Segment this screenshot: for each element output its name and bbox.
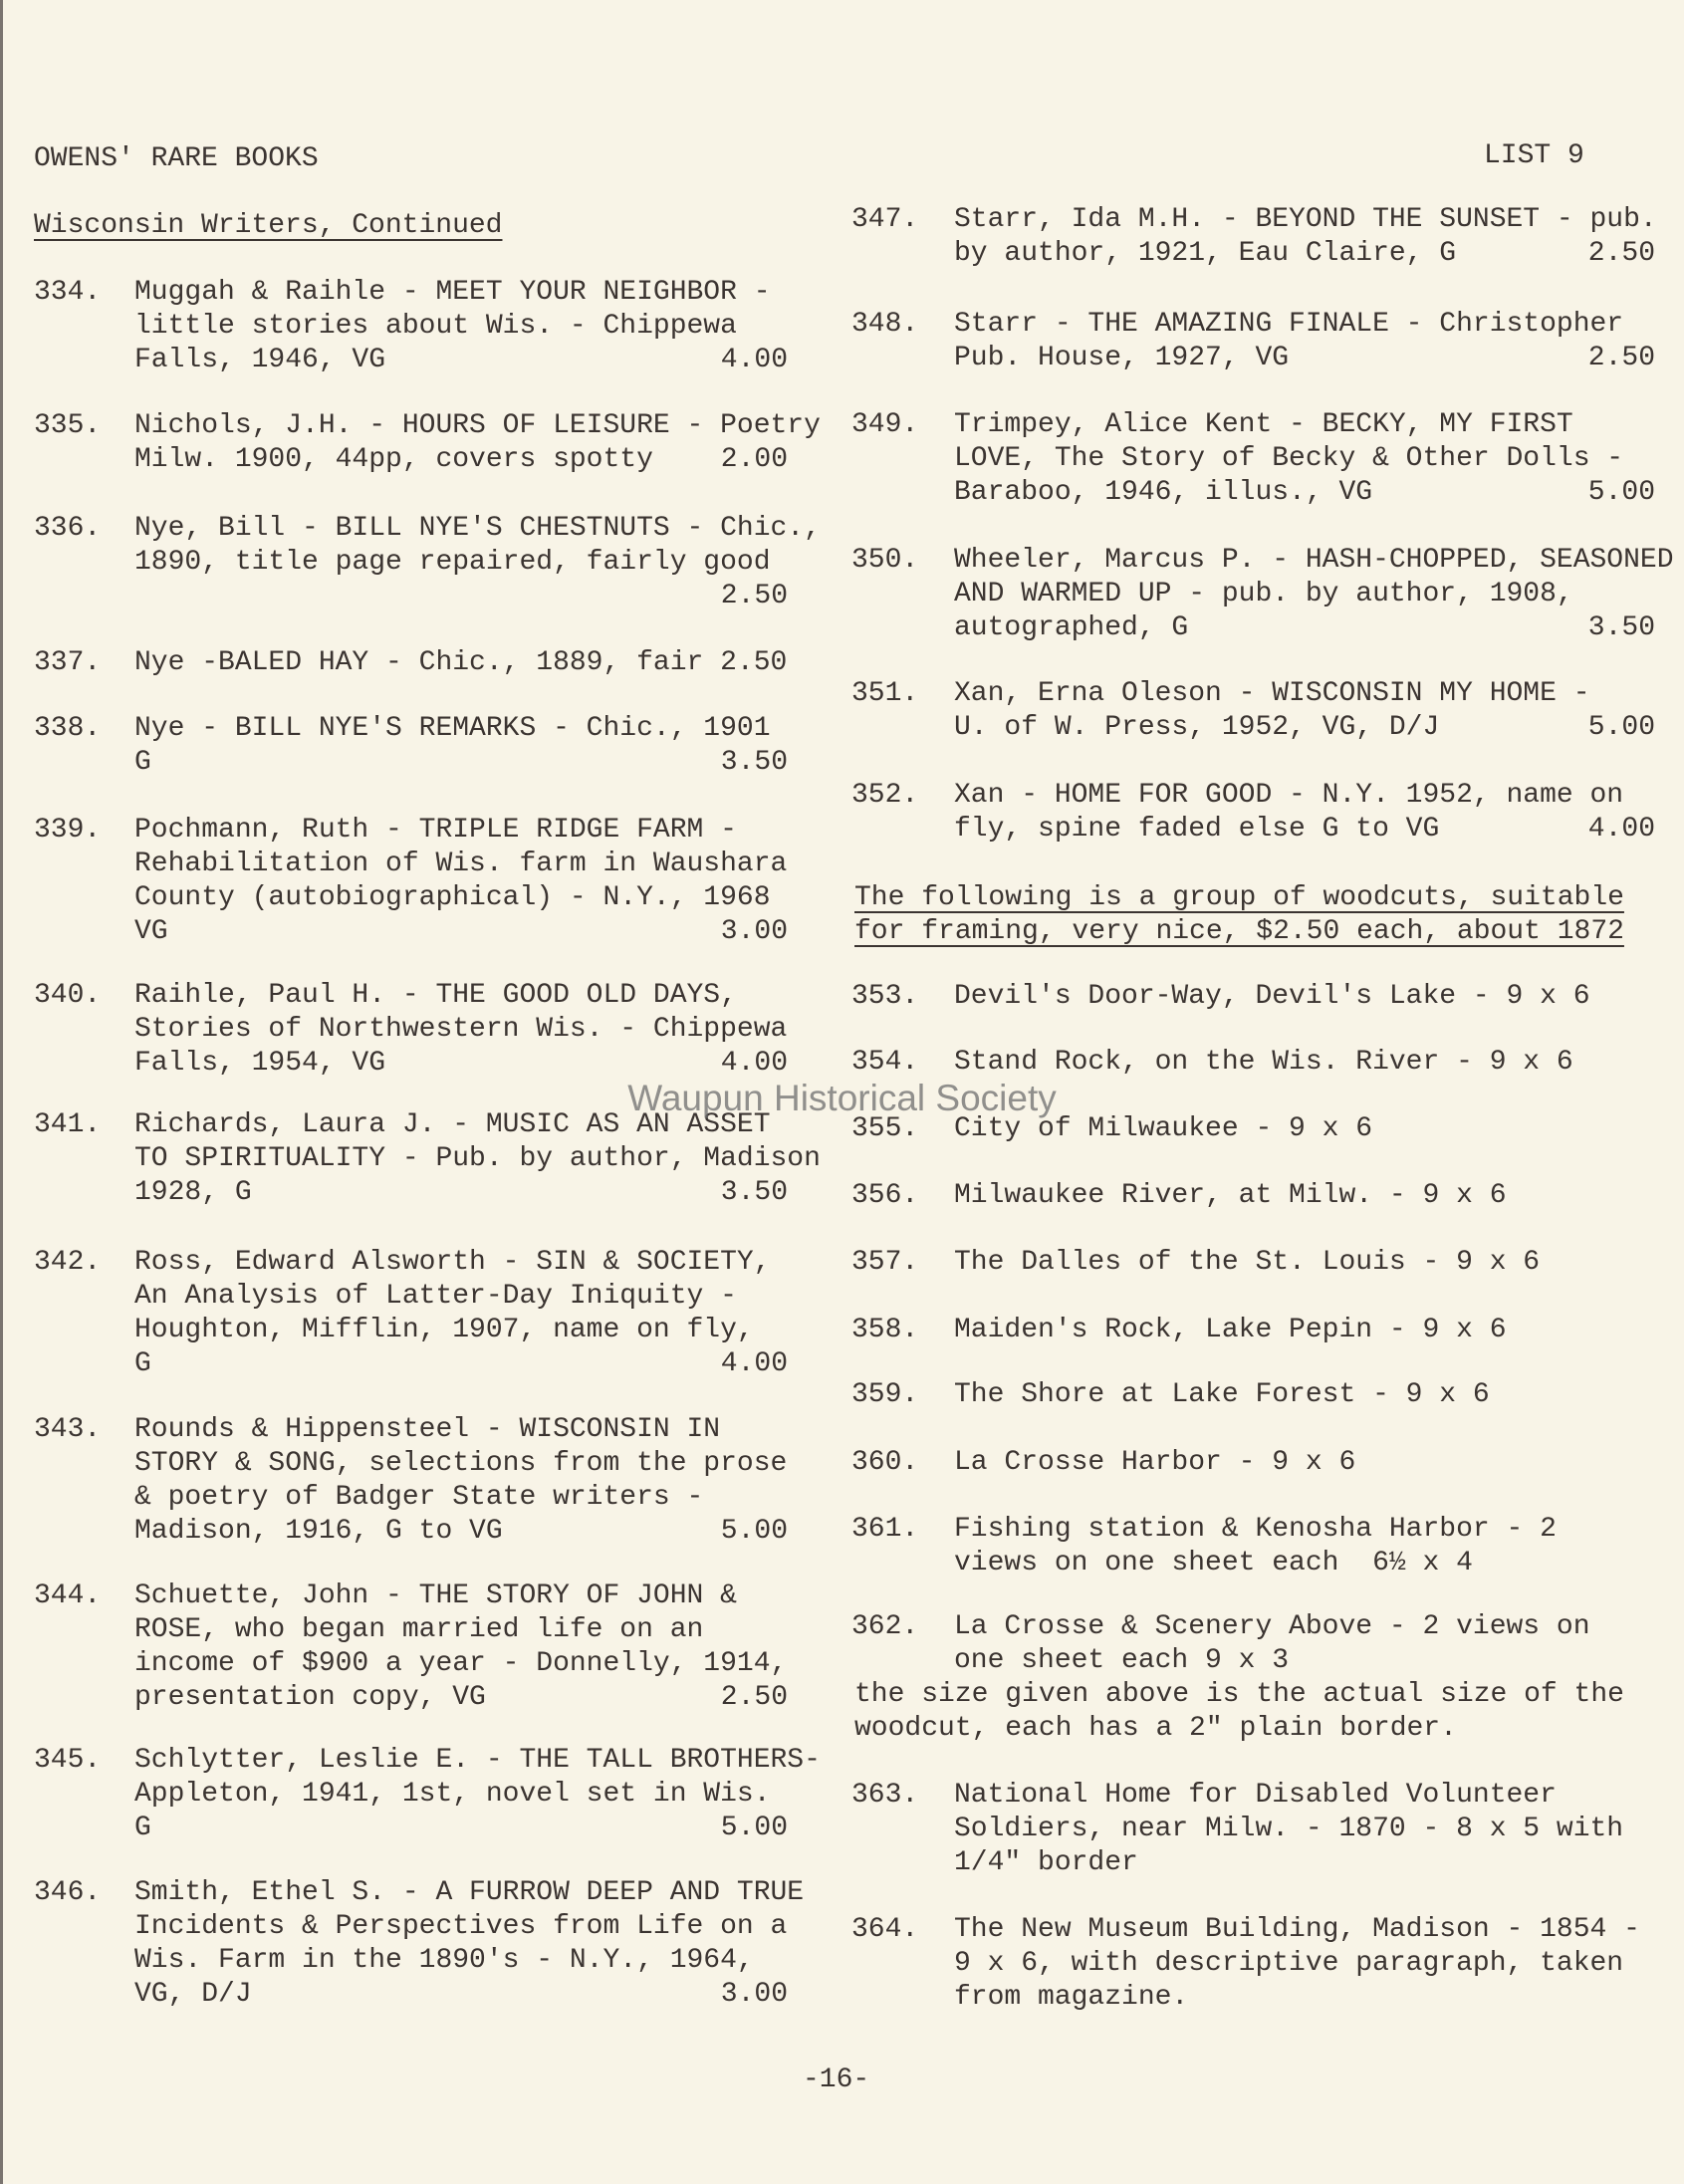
entry-line: Soldiers, near Milw. - 1870 - 8 x 5 with [954, 1814, 1624, 1844]
entry-line: Devil's Door-Way, Devil's Lake - 9 x 6 [954, 981, 1590, 1012]
entry-line: La Crosse Harbor - 9 x 6 [954, 1447, 1356, 1478]
entry-description [134, 814, 788, 949]
entry-line: 1/4" border [954, 1847, 1138, 1878]
entry-description [134, 1413, 788, 1549]
entry-number: 364. [851, 1914, 919, 1945]
list-number: LIST 9 [1484, 140, 1584, 171]
entry-number: 336. [34, 513, 102, 544]
entry-price: 3.50 [1587, 612, 1655, 643]
entry-line: by author, 1921, Eau Claire, G [954, 238, 1457, 269]
entry-description [954, 1913, 1655, 2015]
entry-line: from magazine. [954, 1982, 1189, 2013]
entry-line: G [134, 1348, 151, 1379]
entry-description [954, 1610, 1655, 1678]
entry-line: one sheet each 9 x 3 [954, 1645, 1290, 1676]
entry-number: 342. [34, 1247, 102, 1278]
entry-price: 2.50 [1587, 343, 1655, 373]
entry-number: 356. [851, 1180, 919, 1211]
entry-line: Stories of Northwestern Wis. - Chippewa [134, 1014, 788, 1045]
section-heading: Wisconsin Writers, Continued [34, 210, 503, 241]
dealer-name: OWENS' RARE BOOKS [34, 143, 319, 174]
entry-description [954, 544, 1674, 645]
entry-price: 3.00 [720, 916, 788, 947]
entry-description [134, 1579, 788, 1715]
entry-description [134, 1108, 821, 1210]
entry-price: 4.00 [720, 1348, 788, 1379]
woodcut-heading-line-2: for framing, very nice, $2.50 each, about 1872 [854, 916, 1624, 947]
entry-line: Appleton, 1941, 1st, novel set in Wis. [134, 1779, 771, 1810]
entry-description [954, 308, 1655, 375]
entry-line: The New Museum Building, Madison - 1854 - [954, 1914, 1640, 1945]
page-number: -16- [803, 2064, 870, 2095]
woodcut-heading-line-1: The following is a group of woodcuts, suitable [854, 882, 1624, 913]
entry-price: 2.50 [720, 581, 788, 611]
entry-description [134, 512, 821, 613]
entry-line: Incidents & Perspectives from Life on a [134, 1911, 788, 1942]
entry-line: County (autobiographical) - N.Y., 1968 [134, 882, 771, 913]
entry-line: Trimpey, Alice Kent - BECKY, MY FIRST [954, 409, 1573, 440]
entry-description [954, 1513, 1655, 1580]
entry-line: Pochmann, Ruth - TRIPLE RIDGE FARM - [134, 815, 737, 846]
entry-line: VG [134, 916, 168, 947]
entry-description [954, 1179, 1655, 1213]
entry-number: 348. [851, 309, 919, 340]
entry-price: 2.50 [720, 1682, 788, 1713]
entry-description [954, 203, 1655, 271]
entry-line: 1928, G [134, 1177, 252, 1208]
entry-line: Fishing station & Kenosha Harbor - 2 [954, 1514, 1557, 1545]
entry-line: presentation copy, VG [134, 1682, 486, 1713]
entry-number: 353. [851, 981, 919, 1012]
entry-price: 5.00 [1587, 712, 1655, 743]
entry-description [954, 980, 1655, 1014]
entry-description [134, 712, 788, 780]
entry-price: 4.00 [1587, 814, 1655, 845]
entry-line: Xan, Erna Oleson - WISCONSIN MY HOME - [954, 678, 1590, 709]
entry-description [954, 1446, 1655, 1480]
entry-number: 360. [851, 1447, 919, 1478]
entry-line: Rounds & Hippensteel - WISCONSIN IN [134, 1414, 721, 1445]
entry-number: 345. [34, 1745, 102, 1776]
entry-number: 355. [851, 1113, 919, 1144]
entry-description [954, 1779, 1655, 1880]
entry-line: National Home for Disabled Volunteer [954, 1780, 1557, 1811]
entry-description [954, 1378, 1655, 1412]
entry-line: The Dalles of the St. Louis - 9 x 6 [954, 1247, 1541, 1278]
entry-line: VG, D/J [134, 1979, 252, 2010]
entry-number: 358. [851, 1315, 919, 1345]
entry-price: 4.00 [720, 345, 788, 375]
entry-line: LOVE, The Story of Becky & Other Dolls - [954, 443, 1624, 474]
entry-line: 1890, title page repaired, fairly good [134, 547, 771, 578]
entry-line: Muggah & Raihle - MEET YOUR NEIGHBOR - [134, 277, 771, 308]
entry-line: AND WARMED UP - pub. by author, 1908, [954, 579, 1573, 609]
entry-line: Nye - BILL NYE'S REMARKS - Chic., 1901 [134, 713, 771, 744]
entry-number: 337. [34, 647, 102, 678]
size-note-line-2: woodcut, each has a 2" plain border. [854, 1713, 1457, 1744]
entry-price: 4.00 [720, 1048, 788, 1079]
entry-line: Falls, 1946, VG [134, 345, 386, 375]
entry-line: Schlytter, Leslie E. - THE TALL BROTHERS- [134, 1745, 821, 1776]
entry-line: Ross, Edward Alsworth - SIN & SOCIETY, [134, 1247, 771, 1278]
entry-line: G [134, 1813, 151, 1843]
entry-line: Baraboo, 1946, illus., VG [954, 477, 1373, 508]
entry-line: income of $900 a year - Donnelly, 1914, [134, 1648, 788, 1679]
entry-description [134, 409, 821, 477]
entry-line: An Analysis of Latter-Day Iniquity - [134, 1281, 737, 1312]
entry-description [954, 408, 1655, 510]
entry-number: 334. [34, 277, 102, 308]
entry-price: 2.00 [720, 444, 788, 475]
entry-price: 2.50 [1587, 238, 1655, 269]
entry-price: 3.50 [720, 1177, 788, 1208]
entry-price: 5.00 [720, 1813, 788, 1843]
entry-number: 335. [34, 410, 102, 441]
entry-line: views on one sheet each 6½ x 4 [954, 1548, 1473, 1578]
entry-number: 361. [851, 1514, 919, 1545]
entry-number: 362. [851, 1611, 919, 1642]
entry-line: City of Milwaukee - 9 x 6 [954, 1113, 1373, 1144]
entry-number: 341. [34, 1109, 102, 1140]
entry-description [134, 1246, 788, 1381]
entry-description [134, 979, 788, 1081]
entry-number: 357. [851, 1247, 919, 1278]
entry-line: Starr, Ida M.H. - BEYOND THE SUNSET - pub. [954, 204, 1657, 235]
entry-number: 340. [34, 980, 102, 1011]
entry-price: 5.00 [1587, 477, 1655, 508]
watermark: Waupun Historical Society [627, 1078, 1057, 1118]
entry-number: 350. [851, 545, 919, 576]
entry-description [134, 646, 788, 680]
entry-number: 363. [851, 1780, 919, 1811]
entry-line: STORY & SONG, selections from the prose [134, 1448, 788, 1479]
entry-line: Schuette, John - THE STORY OF JOHN & [134, 1580, 737, 1611]
entry-number: 347. [851, 204, 919, 235]
entry-line: G [134, 747, 151, 778]
entry-line: U. of W. Press, 1952, VG, D/J [954, 712, 1440, 743]
entry-line: little stories about Wis. - Chippewa [134, 311, 737, 342]
size-note-line-1: the size given above is the actual size of the [854, 1679, 1624, 1710]
entry-line: 9 x 6, with descriptive paragraph, taken [954, 1948, 1624, 1979]
entry-line: Milw. 1900, 44pp, covers spotty [134, 444, 653, 475]
entry-line: fly, spine faded else G to VG [954, 814, 1440, 845]
entry-line: Starr - THE AMAZING FINALE - Christopher [954, 309, 1624, 340]
entry-price: 5.00 [720, 1516, 788, 1547]
entry-description [134, 1744, 821, 1845]
entry-line: Falls, 1954, VG [134, 1048, 386, 1079]
entry-line: Madison, 1916, G to VG [134, 1516, 503, 1547]
entry-description [954, 1314, 1655, 1347]
entry-line: Raihle, Paul H. - THE GOOD OLD DAYS, [134, 980, 737, 1011]
entry-line: Nye -BALED HAY - Chic., 1889, fair 2.50 [134, 647, 788, 678]
entry-number: 359. [851, 1379, 919, 1410]
entry-line: La Crosse & Scenery Above - 2 views on [954, 1611, 1590, 1642]
entry-line: Wheeler, Marcus P. - HASH-CHOPPED, SEASONED [954, 545, 1674, 576]
entry-number: 344. [34, 1580, 102, 1611]
entry-price: 3.00 [720, 1979, 788, 2010]
entry-description [954, 779, 1655, 847]
entry-description [954, 1046, 1655, 1080]
entry-number: 339. [34, 815, 102, 846]
entry-description [954, 1246, 1655, 1280]
entry-description [954, 677, 1655, 745]
entry-number: 354. [851, 1047, 919, 1078]
entry-description [134, 1876, 805, 2012]
entry-number: 352. [851, 780, 919, 811]
entry-line: Wis. Farm in the 1890's - N.Y., 1964, [134, 1945, 754, 1976]
entry-line: Rehabilitation of Wis. farm in Waushara [134, 849, 788, 879]
entry-line: autographed, G [954, 612, 1189, 643]
entry-number: 338. [34, 713, 102, 744]
entry-line: Milwaukee River, at Milw. - 9 x 6 [954, 1180, 1507, 1211]
entry-number: 343. [34, 1414, 102, 1445]
entry-line: The Shore at Lake Forest - 9 x 6 [954, 1379, 1490, 1410]
entry-line: & poetry of Badger State writers - [134, 1482, 704, 1513]
entry-line: Nichols, J.H. - HOURS OF LEISURE - Poetry [134, 410, 821, 441]
entry-line: Stand Rock, on the Wis. River - 9 x 6 [954, 1047, 1573, 1078]
entry-line: Maiden's Rock, Lake Pepin - 9 x 6 [954, 1315, 1507, 1345]
entry-line: Pub. House, 1927, VG [954, 343, 1290, 373]
entry-line: TO SPIRITUALITY - Pub. by author, Madison [134, 1143, 821, 1174]
entry-number: 346. [34, 1877, 102, 1908]
entry-description [134, 276, 788, 377]
entry-price: 3.50 [720, 747, 788, 778]
entry-number: 351. [851, 678, 919, 709]
entry-number: 349. [851, 409, 919, 440]
entry-line: Smith, Ethel S. - A FURROW DEEP AND TRUE [134, 1877, 805, 1908]
entry-line: Nye, Bill - BILL NYE'S CHESTNUTS - Chic., [134, 513, 821, 544]
entry-line: ROSE, who began married life on an [134, 1614, 704, 1645]
entry-line: Xan - HOME FOR GOOD - N.Y. 1952, name on [954, 780, 1624, 811]
entry-line: Houghton, Mifflin, 1907, name on fly, [134, 1315, 754, 1345]
entry-line: Richards, Laura J. - MUSIC AS AN ASSET [134, 1109, 771, 1140]
